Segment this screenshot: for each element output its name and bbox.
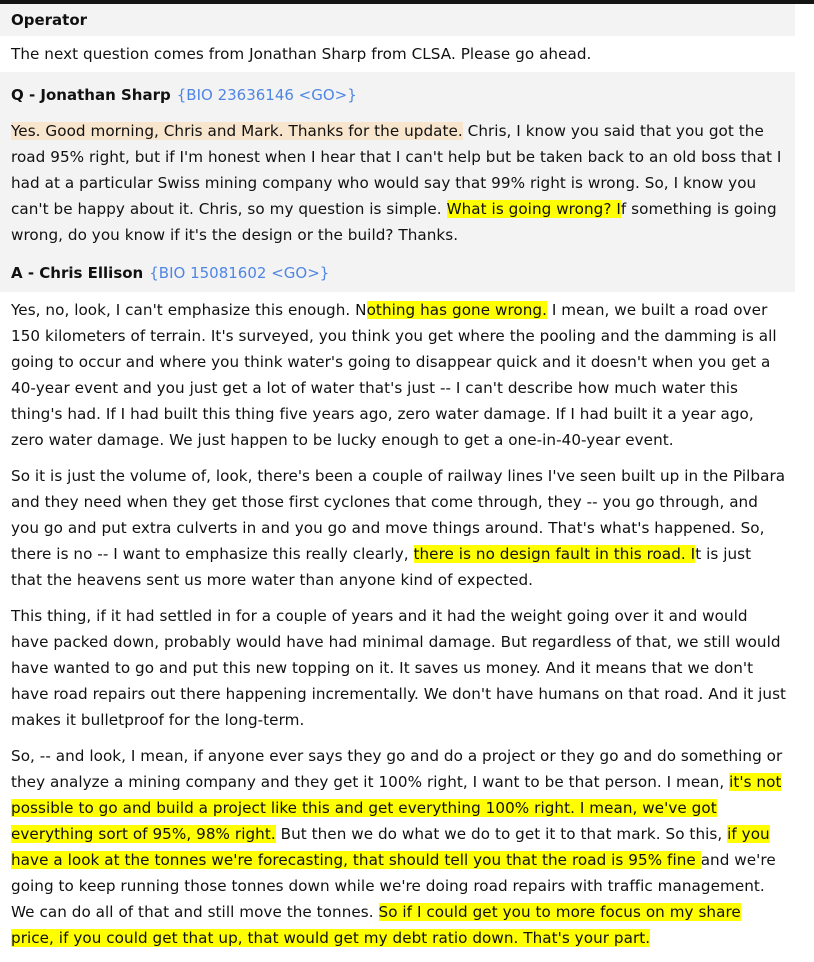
bio-link-jonathan-sharp[interactable]: {BIO 23636146 <GO>}	[176, 86, 357, 104]
text-run: But then we do what we do to get it to that mark. So this,	[275, 825, 728, 843]
speaker-name: A - Chris Ellison	[11, 264, 144, 282]
highlight-yellow: othing has gone wrong.	[366, 301, 547, 319]
highlight-yellow: if you have a look at the tonnes we're forecasting, that should tell you that the road is 95% fine	[11, 825, 770, 869]
speaker-name: Q - Jonathan Sharp	[11, 86, 171, 104]
text-run: f something is going wrong, do you know if it's the design or the build? Thanks.	[11, 200, 777, 244]
text-run: t is just that the heavens sent us more water than anyone kind of expected.	[11, 545, 752, 589]
highlight-yellow: So if I could get you to more focus on my share price, if you could get that up, that would get my debt ratio down. That's your part.	[11, 903, 741, 947]
text-run: So, -- and look, I mean, if anyone ever says they go and do a project or they go and do something or they analyze a mining company and they get it 100% right, I want to be that person. I mean,	[11, 747, 783, 791]
paragraph-text	[11, 463, 787, 593]
highlight-yellow: it's not possible to go and build a project like this and get everything 100% right. I mean, we've got everything sort of 95%, 98% right.	[11, 773, 782, 843]
text-run: So it is just the volume of, look, there's been a couple of railway lines I've seen built up in the Pilbara and they need when they get those first cyclones that come through, they -- you go through, and you go and put extra culverts in and you go and move things around. That's what's happened. So, there is no -- I want to emphasize this really clearly,	[11, 467, 786, 563]
operator-text: The next question comes from Jonathan Sharp from CLSA. Please go ahead.	[11, 45, 592, 63]
text-run: Yes, no, look, I can't emphasize this enough. N	[11, 301, 367, 319]
question-body	[0, 118, 795, 258]
paragraph-text: This thing, if it had settled in for a couple of years and it had the weight going over it and would have packed down, probably would have had minimal damage. But regardless of that, we still would have wanted to go and put this new topping on it. It saves us money. And it means that we don't have road repairs out there happening incrementally. We don't have humans on that road. And it just makes it bulletproof for the long-term.	[11, 607, 787, 729]
speaker-questioner	[11, 86, 357, 104]
speaker-answerer	[11, 264, 329, 282]
answer-paragraph-3	[0, 598, 795, 738]
speaker-operator: Operator	[11, 11, 88, 29]
answer-paragraph-4	[0, 738, 795, 960]
answer-paragraph-2	[0, 458, 795, 598]
answer-header	[0, 258, 795, 292]
bio-link-chris-ellison[interactable]: {BIO 15081602 <GO>}	[149, 264, 330, 282]
answer-paragraph-1	[0, 292, 795, 456]
question-header	[0, 72, 795, 118]
highlight-yellow: there is no design fault in this road. I	[413, 545, 696, 563]
text-run: and we're going to keep running those tonnes down while we're doing road repairs with traffic management. We can do all of that and still move the tonnes.	[11, 851, 776, 921]
highlight-peach: Yes. Good morning, Chris and Mark. Thanks for the update.	[11, 122, 463, 140]
paragraph-text	[11, 297, 787, 453]
text-run: Chris, I know you said that you got the road 95% right, but if I'm honest when I hear that I can't help but be taken back to an old boss that I had at a particular Swiss mining company who would say that 99% right is wrong. So, I know you can't be happy about it. Chris, so my question is simple.	[11, 122, 782, 218]
highlight-yellow: What is going wrong? I	[446, 200, 621, 218]
text-run: I mean, we built a road over 150 kilometers of terrain. It's surveyed, you think you get where the pooling and the damming is all going to occur and where you think water's going to disappear quick and it doesn't when you get a 40-year event and you just get a lot of water that's just -- I can't describe how much water this thing's had. If I had built this thing five years ago, zero water damage. If I had built it a year ago, zero water damage. We just happen to be lucky enough to get a one-in-40-year event.	[11, 301, 777, 449]
question-paragraph	[11, 118, 787, 248]
operator-header	[0, 4, 795, 36]
paragraph-text	[11, 743, 787, 951]
operator-statement	[0, 36, 795, 72]
